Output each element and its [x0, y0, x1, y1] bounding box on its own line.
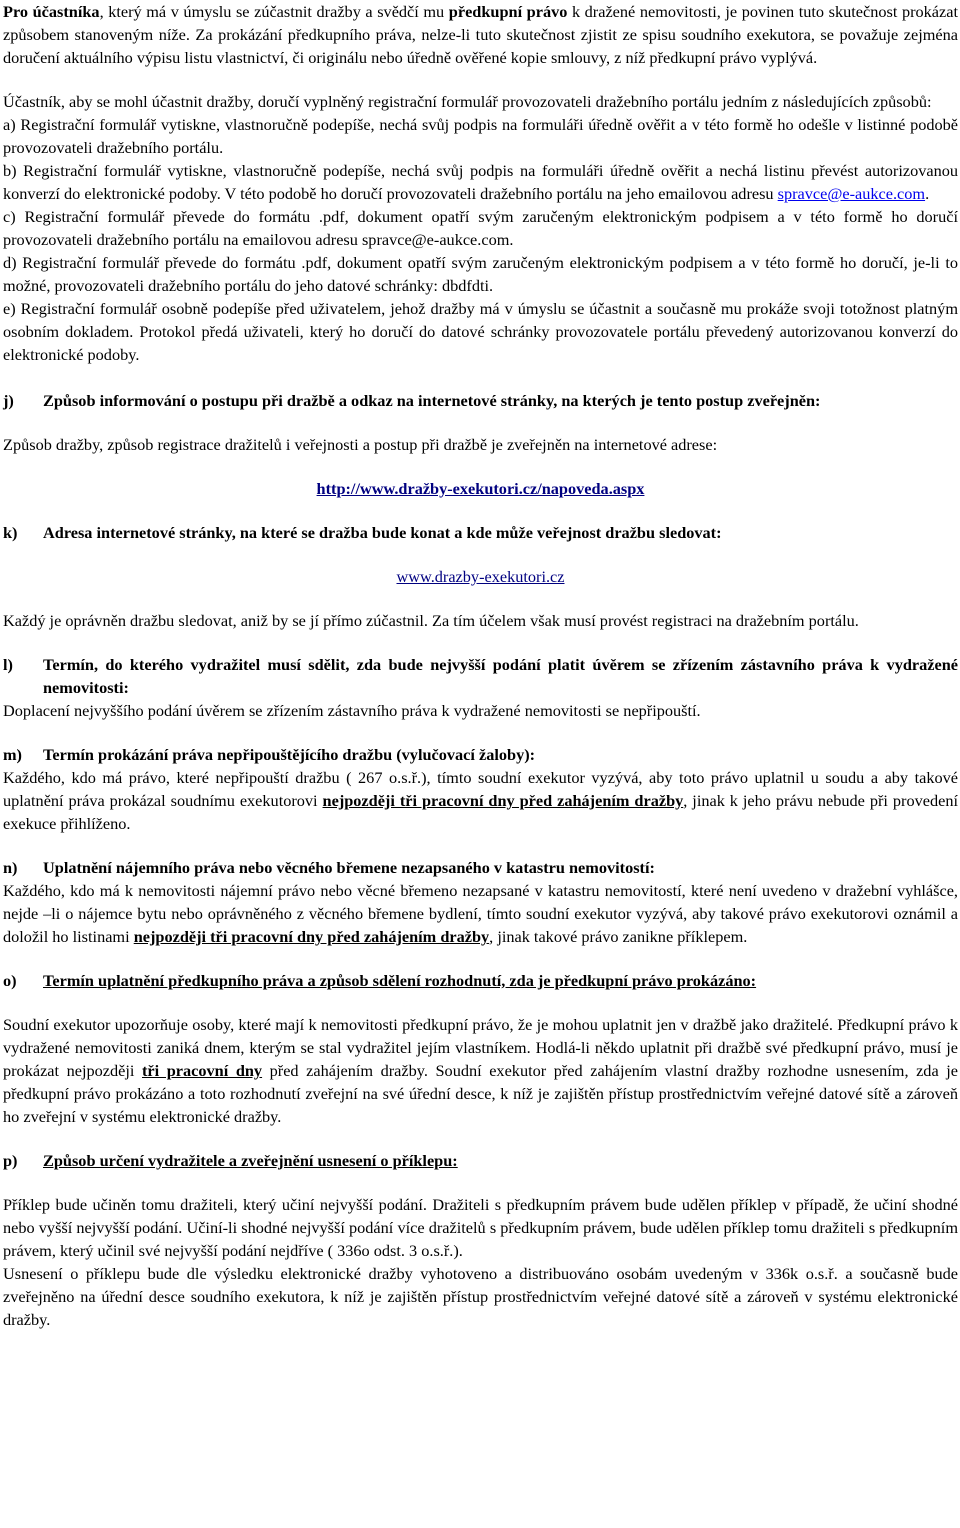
intro-bold-2: předkupní právo	[448, 2, 568, 21]
section-m-text-1: Každého, kdo má právo, které nepřipouští dražbu ( 267 o.s.ř.), tímto soudní exekutor vyzývá, aby toto právo uplatnil u soudu a aby takové uplatnění práva prokázal soudnímu exekutorovi	[3, 768, 958, 810]
section-m-label: m)	[3, 745, 22, 764]
registration-option-e: e) Registrační formulář osobně podepíše před uživatelem, jehož dražby má v úmyslu se účastnit a současně mu prokáže svoji totožnost platným osobním dokladem. Protokol předá uživateli, který ho doručí do datové schránky provozovatele portálu převedený autorizovanou konverzí do elektronické podoby.	[3, 299, 958, 364]
section-j-text: Způsob dražby, způsob registrace dražitelů i veřejnosti a postup při dražbě je zveřejněn na internetové adrese:	[3, 435, 718, 454]
section-l-heading	[3, 653, 958, 699]
registration-option-a: a) Registrační formulář vytiskne, vlastnoručně podepíše, nechá svůj podpis na formuláři úředně ověřit a v této formě ho odešle v listinné podobě provozovateli dražebního portálu.	[3, 115, 958, 157]
section-l-text: Doplacení nejvyššího podání úvěrem se zřízením zástavního práva k vydražené nemovitosti se nepřipouští.	[3, 701, 701, 720]
section-p-heading	[3, 1149, 958, 1172]
section-o-text-2: před zahájením dražby. Soudní exekutor před zahájením vlastní dražby rozhodne usnesením, zda je předkupní právo prokázáno a toto rozhodnutí zveřejní na své úřední desce, k níž je zajištěn přístup prostřednictvím veřejné datové sítě a zároveň ho zveřejní v systému elektronické dražby.	[3, 1061, 958, 1126]
section-l	[3, 653, 958, 722]
section-p-title-text: Způsob určení vydražitele a zveřejnění usnesení o příklepu:	[43, 1151, 458, 1170]
section-m-title: Termín prokázání práva nepřipouštějícího dražbu (vylučovací žaloby):	[43, 745, 536, 764]
section-o	[3, 969, 958, 1128]
section-m	[3, 743, 958, 835]
section-j-heading	[3, 389, 958, 412]
section-j-label: j)	[3, 391, 14, 410]
registration-block	[3, 90, 958, 366]
section-m-heading	[3, 743, 958, 766]
section-n-text	[3, 879, 958, 948]
section-n	[3, 856, 958, 948]
section-n-deadline: nejpozději tři pracovní dny před zahájením dražby	[133, 927, 490, 946]
section-k-label: k)	[3, 523, 18, 542]
section-o-deadline: tři pracovní dny	[142, 1061, 263, 1080]
intro-text-2: k dražené nemovitosti, je povinen tuto skutečnost prokázat způsobem stanoveným níže. Za prokázání předkupního práva, nelze-li tuto skutečnost zjistit ze spisu soudního exekutora, se považuje zejména doručení aktuálního výpisu listu vlastnictví, či originálu nebo úředně ověřené kopie smlouvy, z níž předkupní právo vyplývá.	[3, 2, 959, 67]
section-o-heading	[3, 969, 958, 992]
registration-lead: Účastník, aby se mohl účastnit dražby, doručí vyplněný registrační formulář provozovateli dražebního portálu jedním z následujících způsobů:	[3, 92, 932, 111]
registration-option-b-text: b) Registrační formulář vytiskne, vlastnoručně podepíše, nechá svůj podpis na formuláři úředně ověřit a nechá listinu převést autorizovanou konverzí do elektronické podoby. V této podobě ho doručí provozovateli dražebního portálu na jeho emailovou adresu	[3, 161, 958, 203]
section-n-label: n)	[3, 858, 18, 877]
section-n-text-2: , jinak takové právo zanikne příklepem.	[489, 927, 748, 946]
registration-option-b-end: .	[925, 184, 930, 203]
section-o-text-1: Soudní exekutor upozorňuje osoby, které mají k nemovitosti předkupní právo, že je mohou uplatnit jen v dražbě jako dražitelé. Předkupní právo k vydražené nemovitosti zaniká dnem, kterým se stal vydražitel jejím vlastníkem. Hodlá-li někdo uplatnit při dražbě své předkupní právo, musí je prokázat nejpozději	[3, 1015, 958, 1080]
section-k	[3, 521, 958, 632]
section-o-text	[3, 1013, 958, 1128]
section-p-text-2: Usnesení o příklepu bude dle výsledku elektronické dražby vyhotoveno a distribuováno osobám uvedeným v 336k o.s.ř. a současně bude zveřejněno na úřední desce soudního exekutora, k níž je zajištěn přístup prostřednictvím veřejné datové sítě a zároveň v systému elektronické dražby.	[3, 1264, 958, 1329]
section-p	[3, 1149, 958, 1331]
section-p-title	[43, 1149, 958, 1172]
email-link[interactable]: spravce@e-aukce.com	[777, 184, 926, 203]
section-l-title: Termín, do kterého vydražitel musí sdělit, zda bude nejvyšší podání platit úvěrem se zřízením zástavního práva k vydražené nemovitosti:	[43, 655, 958, 697]
section-k-text: Každý je oprávněn dražbu sledovat, aniž by se jí přímo zúčastnil. Za tím účelem však musí provést registraci na dražebním portálu.	[3, 611, 859, 630]
document-page	[3, 0, 958, 1331]
section-m-deadline: nejpozději tři pracovní dny před zahájením dražby	[322, 791, 684, 810]
intro-text-1: , který má v úmyslu se zúčastnit dražby a svědčí mu	[99, 2, 449, 21]
section-o-label: o)	[3, 971, 17, 990]
section-p-label: p)	[3, 1151, 18, 1170]
registration-option-d: d) Registrační formulář převede do formátu .pdf, dokument opatří svým zaručeným elektronickým podpisem a v této formě ho doručí, je-li to možné, provozovateli dražebního portálu do jeho datové schránky: dbdfdti.	[3, 253, 958, 295]
section-k-heading	[3, 521, 958, 544]
section-k-title: Adresa internetové stránky, na které se dražba bude konat a kde může veřejnost dražbu sledovat:	[43, 523, 722, 542]
section-n-heading	[3, 856, 958, 879]
registration-option-b	[3, 159, 958, 205]
section-m-text	[3, 766, 958, 835]
registration-option-c: c) Registrační formulář převede do formátu .pdf, dokument opatří svým zaručeným elektronickým podpisem a v této formě ho doručí provozovateli dražebního portálu na emailovou adresu spravce@e-aukce.com.	[3, 207, 958, 249]
section-m-text-2: , jinak k jeho právu nebude při provedení exekuce přihlíženo.	[3, 791, 958, 833]
intro-bold-1: Pro účastníka	[3, 2, 100, 21]
section-j-title: Způsob informování o postupu při dražbě a odkaz na internetové stránky, na kterých je tento postup zveřejněn:	[43, 391, 821, 410]
section-l-label: l)	[3, 655, 13, 674]
section-n-text-1: Každého, kdo má k nemovitosti nájemní právo nebo věcné břemeno nezapsané v katastru nemovitostí, které není uvedeno v dražební vyhlášce, nejde –li o nájemce bytu nebo oprávněného z věcného břemene bydlení, tímto soudní exekutor vyzývá, aby takové právo exekutorovi oznámil a doložil ho listinami	[3, 881, 958, 946]
drazby-link[interactable]: www.drazby-exekutori.cz	[396, 567, 565, 586]
section-j-link-line	[3, 477, 958, 500]
intro-paragraph	[3, 0, 958, 69]
section-n-title: Uplatnění nájemního práva nebo věcného břemene nezapsaného v katastru nemovitostí:	[43, 858, 655, 877]
section-j	[3, 389, 958, 500]
section-k-link-line	[3, 565, 958, 588]
section-p-text-1: Příklep bude učiněn tomu dražiteli, který učiní nejvyšší podání. Dražiteli s předkupním právem bude udělen příklep v případě, že učiní shodné nebo vyšší nejvyšší podání. Učiní-li shodné nejvyšší podání více dražitelů s předkupním právem, bude udělen příklep tomu dražiteli s předkupním právem, který učinil své nejvyšší podání nejdříve ( 336o odst. 3 o.s.ř.).	[3, 1195, 958, 1260]
section-o-title: Termín uplatnění předkupního práva a způsob sdělení rozhodnutí, zda je předkupní právo prokázáno:	[43, 971, 757, 990]
napoveda-link[interactable]: http://www.dražby-exekutori.cz/napoveda.aspx	[316, 479, 645, 498]
